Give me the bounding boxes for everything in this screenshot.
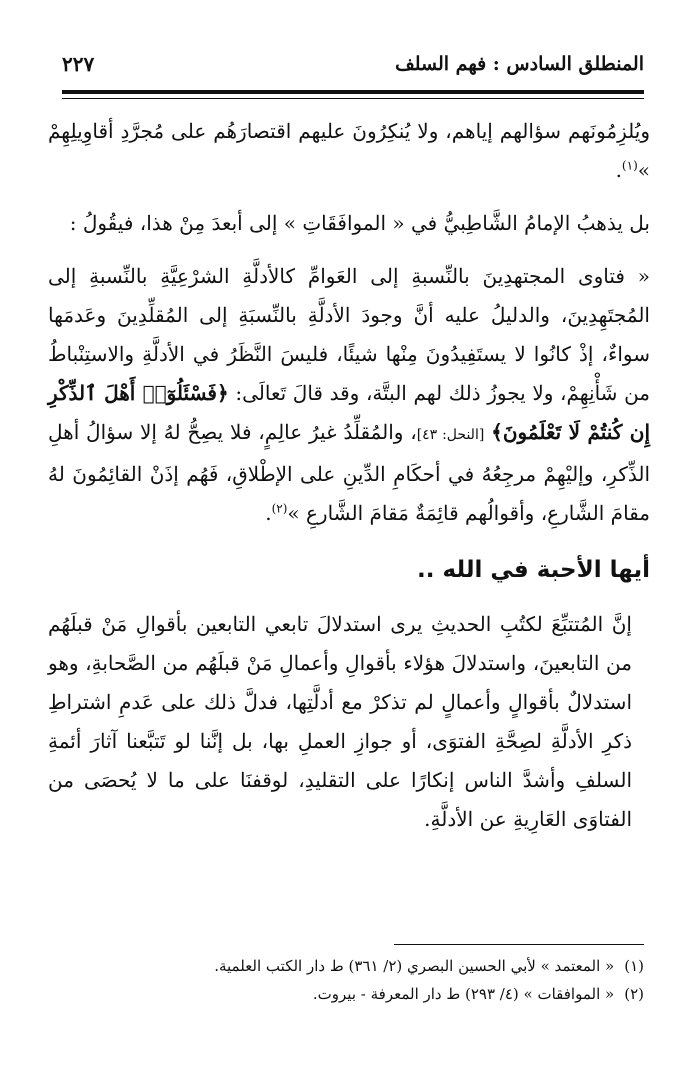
footnote-text: « الموافقات » (٤/ ٢٩٣) ط دار المعرفة - بيروت. bbox=[312, 985, 615, 1003]
footnotes bbox=[48, 952, 644, 1008]
running-title: المنطلق السادس : فهم السلف bbox=[395, 53, 644, 75]
footnote-number: (١) bbox=[624, 957, 644, 975]
footnote-number: (٢) bbox=[624, 985, 644, 1003]
page-header bbox=[62, 44, 644, 84]
paragraph-1: ويُلزِمُونَهم سؤالهم إياهم، ولا يُنكِرُونَ عليهم اقتصارَهُم على مُجرَّدِ أقاوِيلِهِمْ »$^{(١)}$. bbox=[48, 119, 650, 182]
quran-verse: فَسْئَلُوٓا۟ أَهْلَ ٱلذِّكْرِ إِن كُنتُمْ لَا تَعْلَمُونَ bbox=[48, 381, 651, 444]
page-number: ٢٢٧ bbox=[62, 52, 95, 76]
quote-paragraph: « فتاوى المجتهدِينَ بالنِّسبةِ إلى العَوامِّ كالأدلَّةِ الشرْعِيَّةِ بالنِّسبةِ إلى المُجتَهِدِينَ، والدليلُ عليه أنَّ وجودَ الأدلَّةِ بالنِّسبَةِ إلى المُقلِّدِينَ وعَدمَها سواءٌ، إذْ كانُوا لا يستَفِيدُونَ مِنْها شيئًا، فليسَ النَّظَرُ في الأدلَّةِ والاستِنْباطُ من شَأْنِهِمْ، ولا يجوزُ ذلك لهم البتَّة، وقد قالَ تَعالَى: ﴿فَسْئَلُوٓا۟ أَهْلَ ٱلذِّكْرِ إِن كُنتُمْ لَا تَعْلَمُونَ﴾ [النحل: ٤٣]، والمُقلِّدُ غيرُ عالِمٍ، فلا يصِحُّ لهُ إلا سؤالُ أهلِ الذِّكرِ، وإليْهِمْ مرجِعُهُ في أحكَامِ الدِّينِ على الإطْلاقِ، فَهُم إذَنْ القائِمُونَ لهُ مقامَ الشَّارعِ، وأقوالُهم قائِمَةٌ مَقامَ الشَّارعِ »$^{(٢)}$. bbox=[48, 264, 651, 525]
footnote-text: « المعتمد » لأبي الحسين البصري (٢/ ٣٦١) ط دار الكتب العلمية. bbox=[214, 957, 615, 975]
footnote-2 bbox=[48, 980, 644, 1008]
header-rule-thin bbox=[62, 98, 644, 99]
header-rule-thick bbox=[62, 90, 644, 94]
section-heading: أيها الأحبة في الله .. bbox=[417, 557, 650, 583]
paragraph-2: بل يذهبُ الإمامُ الشَّاطِبيُّ في « الموافَقَاتِ » إلى أبعدَ مِنْ هذا، فيقُولُ : bbox=[69, 211, 650, 235]
quran-bracket-open: ﴿ bbox=[217, 381, 229, 405]
ayah-reference: [النحل: ٤٣] bbox=[416, 427, 485, 443]
footnote-separator bbox=[394, 944, 644, 945]
footnote-ref-2: (٢) bbox=[271, 501, 288, 516]
main-text bbox=[48, 112, 650, 839]
footnote-1 bbox=[48, 952, 644, 980]
quran-bracket-close: ﴾ bbox=[491, 420, 503, 444]
paragraph-4: إنَّ المُتتبِّعَ لكتُبِ الحديثِ يرى استدلالَ تابعي التابعين بأقوالِ مَنْ قبلَهُم من التابعينَ، واستدلالَ هؤلاء بأقوالِ وأعمالِ مَنْ قبلَهُم من الصَّحابةِ، وهو استدلالٌ بأقوالٍ وأعمالٍ لم تذكرْ مع أدلَّتِها، فدلَّ ذلك على عَدمِ اشتراطِ ذكرِ الأدلَّةِ لصِحَّةِ الفتوَى، أو جوازِ العملِ بها، بل إنَّنا لو تَتبَّعنا آثارَ أئمةِ السلفِ وأشدَّ الناس إنكارًا على التقليدِ، لوقفنَا على ما لا يُحصَى من الفتاوَى العَارِيةِ عن الأدلَّةِ. bbox=[48, 612, 632, 831]
footnote-ref-1: (١) bbox=[621, 158, 638, 173]
